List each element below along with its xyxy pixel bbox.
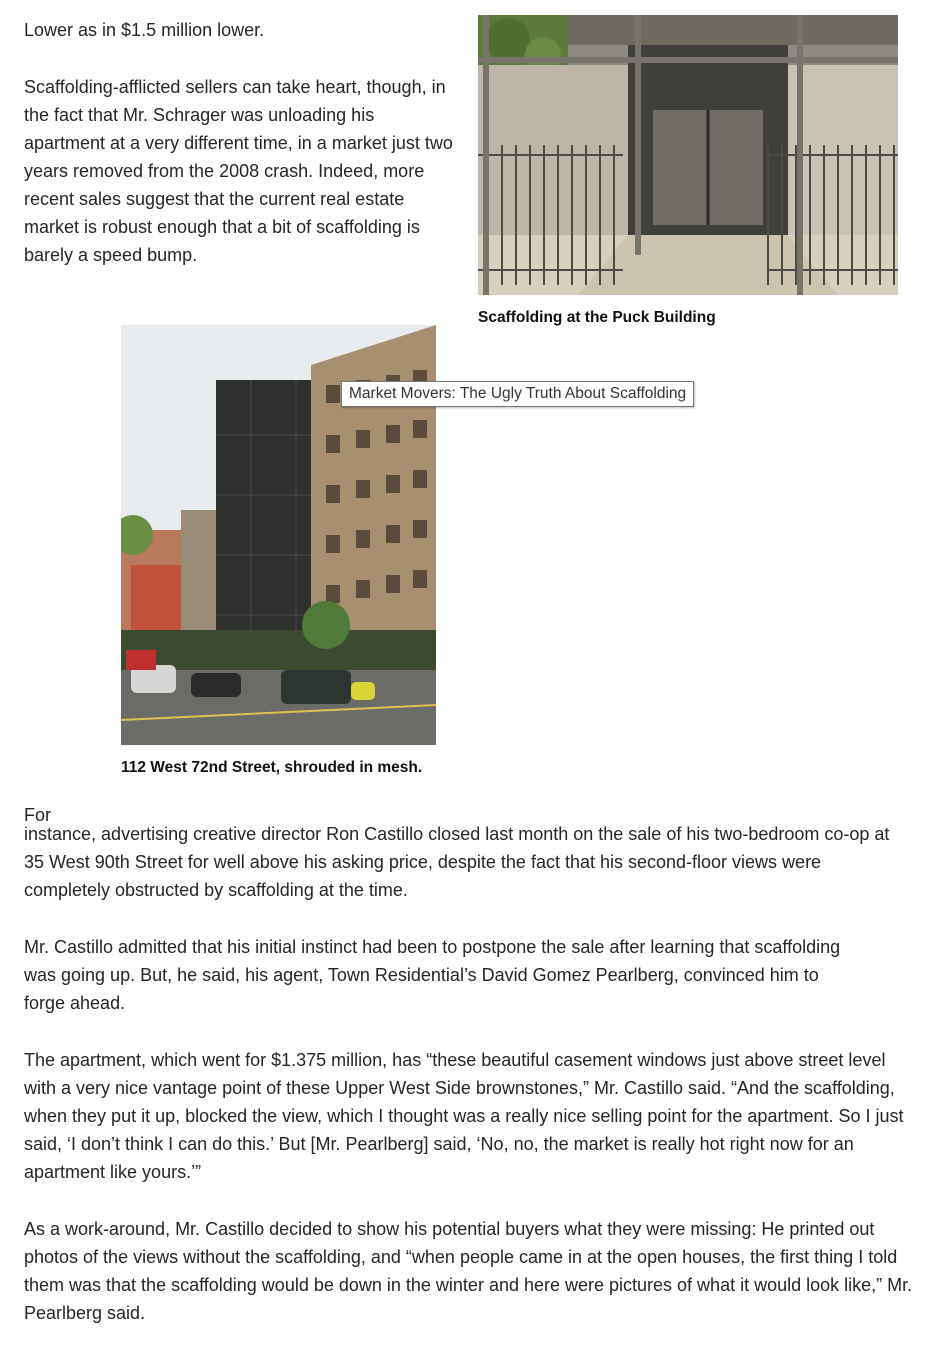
paragraph-castillo-instinct: Mr. Castillo admitted that his initial instinct had been to postpone the sale after learning that scaffolding was going up. But, he said, his agent, Town Residential’s David Gomez Pearlberg, convinced him to forge ahead.: [24, 937, 841, 1013]
west-72nd-street-caption: 112 West 72nd Street, shrouded in mesh.: [121, 759, 423, 776]
puck-building-photo: [478, 15, 898, 295]
paragraph-work-around: As a work-around, Mr. Castillo decided to show his potential buyers what they were missing: He printed out photos of the views without the scaffolding, and “when people came in at the open houses, the first thing I told them was that the scaffolding would be down in the winter and here were pictures of what it would look like,” Mr. Pearlberg said.: [24, 1219, 913, 1323]
paragraph-lower: Lower as in $1.5 million lower.: [24, 20, 265, 40]
paragraph-apartment-price: The apartment, which went for $1.375 million, has “these beautiful casement windows just above street level with a very nice vantage point of these Upper West Side brownstones,” Mr. Castillo said. “And the scaffolding, when they put it up, blocked the view, which I thought was a really nice selling point for the apartment. So I just said, ‘I don’t think I can do this.’ But [Mr. Pearlberg] said, ‘No, no, the market is really hot right now for an apartment like yours.’”: [24, 1050, 904, 1182]
image-tooltip: Market Movers: The Ugly Truth About Scaffolding: [341, 381, 694, 407]
paragraph-for-lead: For: [24, 805, 51, 825]
paragraph-scaffolding-sellers: Scaffolding-afflicted sellers can take heart, though, in the fact that Mr. Schrager was unloading his apartment at a very different time, in a market just two years removed from the 2008 crash. Indeed, more recent sales suggest that the current real estate market is robust enough that a bit of scaffolding is barely a speed bump.: [24, 77, 453, 265]
paragraph-castillo-sale: instance, advertising creative director Ron Castillo closed last month on the sale of his two-bedroom co-op at 35 West 90th Street for well above his asking price, despite the fact that his second-floor views were completely obstructed by scaffolding at the time.: [24, 824, 890, 900]
puck-building-caption: Scaffolding at the Puck Building: [478, 309, 716, 326]
